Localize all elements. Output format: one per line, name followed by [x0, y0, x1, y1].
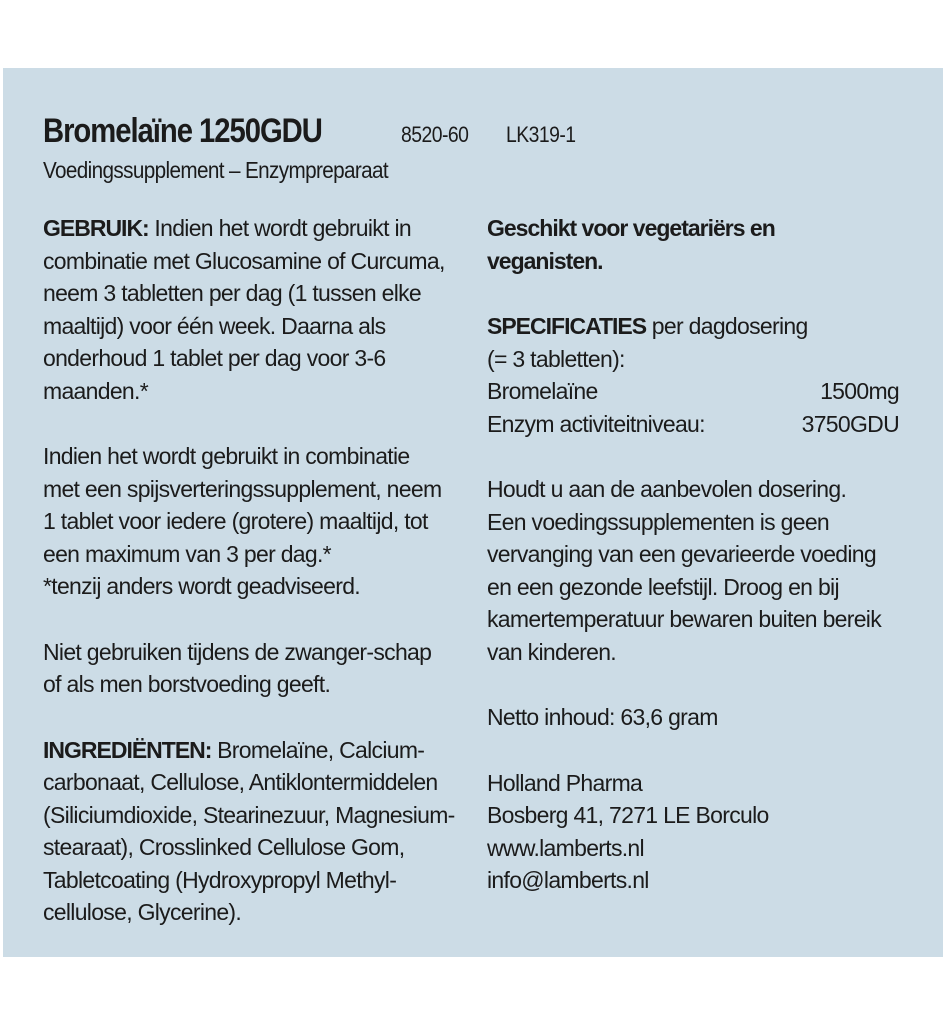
- spec-name: Enzym activiteitniveau:: [487, 410, 705, 437]
- spec-heading: [487, 310, 907, 343]
- digestion-line: 1 tablet voor iedere (grotere) maaltijd, tot: [43, 508, 428, 534]
- advice-section: [487, 473, 907, 668]
- advice-line: en een gezonde leefstijl. Droog en bij: [487, 573, 839, 600]
- ingredients-section: [43, 734, 463, 929]
- product-label: [3, 68, 943, 957]
- company-address: [487, 767, 907, 897]
- spec-row-enzyme-activity: [487, 408, 899, 441]
- right-column: [487, 212, 907, 897]
- specifications-section: [487, 310, 907, 440]
- product-subtitle: Voedingssupplement – Enzympreparaat: [43, 157, 389, 183]
- product-title: Bromelaïne 1250GDU: [43, 112, 322, 150]
- digestion-line: Indien het wordt gebruikt in combinatie: [43, 443, 410, 469]
- spec-name: Bromelaïne: [487, 378, 598, 404]
- spec-dose: (= 3 tabletten):: [487, 345, 625, 372]
- advice-line: Houdt u aan de aanbevolen dosering.: [487, 476, 847, 502]
- pregnancy-line: of als men borstvoeding geeft.: [43, 671, 331, 697]
- spec-suffix: per dagdosering: [646, 313, 808, 339]
- company-email: info@lamberts.nl: [487, 867, 649, 893]
- vegetarian-note: [487, 212, 907, 277]
- digestion-line: met een spijsverteringssupplement, neem: [43, 475, 442, 502]
- spec-row-bromelain: [487, 375, 899, 408]
- title-row: [43, 112, 903, 151]
- vegetarian-line: Geschikt voor vegetariërs en: [487, 215, 775, 241]
- advice-line: van kinderen.: [487, 638, 616, 665]
- pregnancy-line: Niet gebruiken tijdens de zwanger-schap: [43, 638, 432, 665]
- company-name: Holland Pharma: [487, 769, 643, 796]
- advice-line: kamertemperatuur bewaren buiten bereik: [487, 606, 882, 632]
- company-street: Bosberg 41, 7271 LE Borculo: [487, 802, 769, 828]
- label-header: [43, 112, 903, 184]
- ingredients-text: Bromelaïne, Calcium-: [211, 736, 425, 763]
- left-column: [43, 212, 463, 929]
- net-content-text: Netto inhoud: 63,6 gram: [487, 704, 718, 730]
- ingredients-line: Tabletcoating (Hydroxypropyl Methyl-: [43, 866, 397, 893]
- net-content: [487, 701, 907, 734]
- vegetarian-line: veganisten.: [487, 247, 603, 274]
- digestion-line: *tenzij anders wordt geadviseerd.: [43, 573, 360, 599]
- digestion-section: [43, 440, 463, 603]
- ingredients-label: INGREDIËNTEN:: [43, 736, 212, 763]
- company-website: www.lamberts.nl: [487, 834, 644, 861]
- advice-line: Een voedingssupplementen is geen: [487, 508, 830, 535]
- ingredients-line: (Siliciumdioxide, Stearinezuur, Magnesium-: [43, 801, 455, 828]
- usage-label: GEBRUIK:: [43, 215, 149, 241]
- digestion-line: een maximum van 3 per dag.*: [43, 540, 331, 567]
- usage-line: onderhoud 1 tablet per dag voor 3-6: [43, 345, 386, 371]
- ingredients-line: carbonaat, Cellulose, Antiklontermiddelen: [43, 769, 438, 795]
- advice-line: vervanging van een gevarieerde voeding: [487, 541, 876, 567]
- ingredients-line: cellulose, Glycerine).: [43, 899, 242, 925]
- product-code: 8520-60: [401, 122, 469, 147]
- usage-text: Indien het wordt gebruikt in: [148, 215, 411, 241]
- pregnancy-warning: [43, 636, 463, 701]
- usage-line: neem 3 tabletten per dag (1 tussen elke: [43, 280, 422, 306]
- usage-section: [43, 212, 463, 407]
- ingredients-line: [43, 734, 463, 767]
- spec-value: 1500mg: [820, 378, 899, 404]
- spec-label: SPECIFICATIES: [487, 313, 647, 339]
- usage-line: maaltijd) voor één week. Daarna als: [43, 312, 386, 339]
- usage-line: [43, 212, 463, 245]
- ingredients-line: stearaat), Crosslinked Cellulose Gom,: [43, 834, 405, 860]
- spec-value: 3750GDU: [801, 410, 899, 437]
- usage-line: combinatie met Glucosamine of Curcuma,: [43, 247, 445, 274]
- usage-line: maanden.*: [43, 377, 148, 404]
- batch-code: LK319-1: [505, 122, 576, 147]
